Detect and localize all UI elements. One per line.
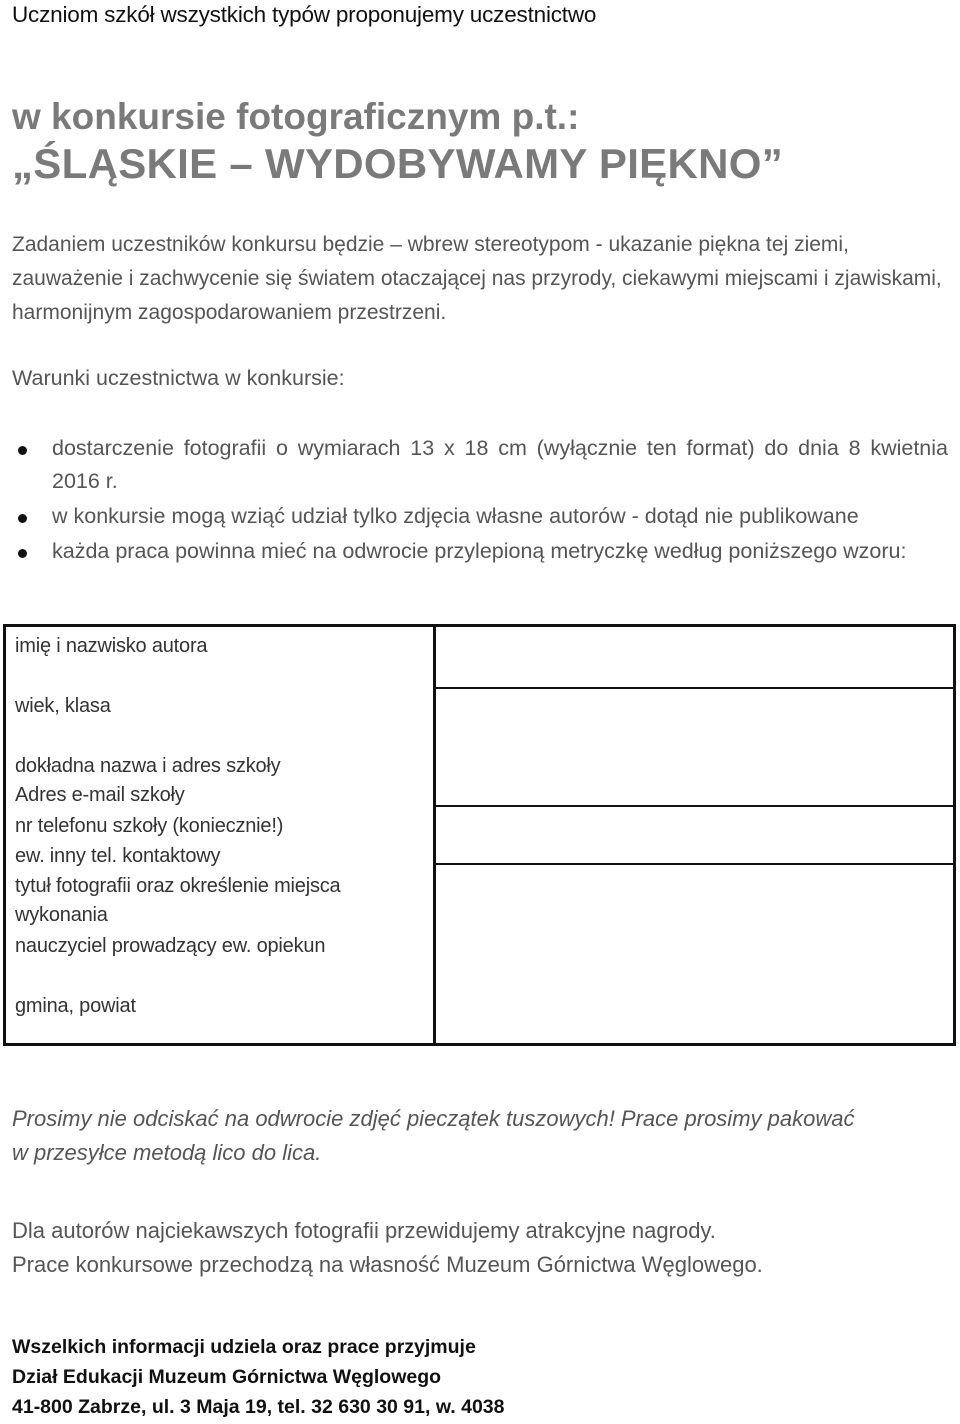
prizes-text	[12, 1214, 952, 1282]
description-paragraph: Zadaniem uczestników konkursu będzie – wbrew stereotypom - ukazanie piękna tej ziemi, zauważenie i zachwycenie się światem otaczającej nas przyrody, ciekawymi miejscami i zjawiskami, harmonijnym zagospodarowaniem przestrzeni.	[12, 233, 942, 324]
bullet-icon	[18, 446, 27, 455]
value-box-rest	[433, 863, 953, 1043]
form-values-column	[433, 627, 953, 1043]
entry-form-template	[3, 624, 956, 1046]
note-line-1: Prosimy nie odciskać na odwrocie zdjęć pieczątek tuszowych! Prace prosimy pakować	[12, 1106, 855, 1131]
value-box-title	[433, 805, 953, 865]
field-author-name: imię i nazwisko autora	[15, 635, 208, 657]
title-line-2: „ŚLĄSKIE – WYDOBYWAMY PIĘKNO”	[12, 140, 784, 187]
list-item	[12, 535, 948, 568]
list-item-text: dostarczenie fotografii o wymiarach 13 x 18 cm (wyłącznie ten format) do dnia 8 kwietnia 2016 r.	[52, 436, 948, 493]
prizes-line-2: Prace konkursowe przechodzą na własność Muzeum Górnictwa Węglowego.	[12, 1252, 763, 1277]
field-municipality: gmina, powiat	[15, 995, 136, 1017]
conditions-heading: Warunki uczestnictwa w konkursie:	[12, 366, 345, 390]
field-school-phone: nr telefonu szkoły (koniecznie!)	[15, 815, 284, 837]
value-box-author	[433, 627, 953, 689]
contact-line-1: Wszelkich informacji udziela oraz prace przyjmuje	[12, 1336, 476, 1358]
form-labels-column	[6, 627, 433, 1043]
field-school-email: Adres e-mail szkoły	[15, 784, 185, 806]
field-other-phone: ew. inny tel. kontaktowy	[15, 845, 221, 867]
field-photo-title: tytuł fotografii oraz określenie miejsca	[15, 875, 341, 897]
contact-line-3: 41-800 Zabrze, ul. 3 Maja 19, tel. 32 630 30 91, w. 4038	[12, 1396, 505, 1418]
prizes-line-1: Dla autorów najciekawszych fotografii przewidujemy atrakcyjne nagrody.	[12, 1218, 716, 1243]
list-item	[12, 432, 948, 498]
contact-block	[12, 1332, 952, 1422]
field-school-address: dokładna nazwa i adres szkoły	[15, 755, 281, 777]
list-item-text: każda praca powinna mieć na odwrocie przylepioną metryczkę według poniższego wzoru:	[52, 539, 907, 563]
list-item	[12, 500, 948, 533]
contact-line-2: Dział Edukacji Muzeum Górnictwa Węglowego	[12, 1366, 442, 1388]
note-line-2: w przesyłce metodą lico do lica.	[12, 1140, 322, 1165]
conditions-list	[12, 432, 948, 568]
field-age-class: wiek, klasa	[15, 695, 111, 717]
title-line-1: w konkursie fotograficznym p.t.:	[12, 96, 580, 137]
bullet-icon	[18, 549, 27, 558]
packing-note	[12, 1102, 952, 1170]
intro-text: Uczniom szkół wszystkich typów proponujemy uczestnictwo	[12, 2, 597, 27]
field-photo-title-cont: wykonania	[15, 904, 108, 926]
bullet-icon	[18, 514, 27, 523]
value-box-school	[433, 687, 953, 807]
field-teacher: nauczyciel prowadzący ew. opiekun	[15, 935, 326, 957]
list-item-text: w konkursie mogą wziąć udział tylko zdjęcia własne autorów - dotąd nie publikowane	[52, 504, 859, 528]
